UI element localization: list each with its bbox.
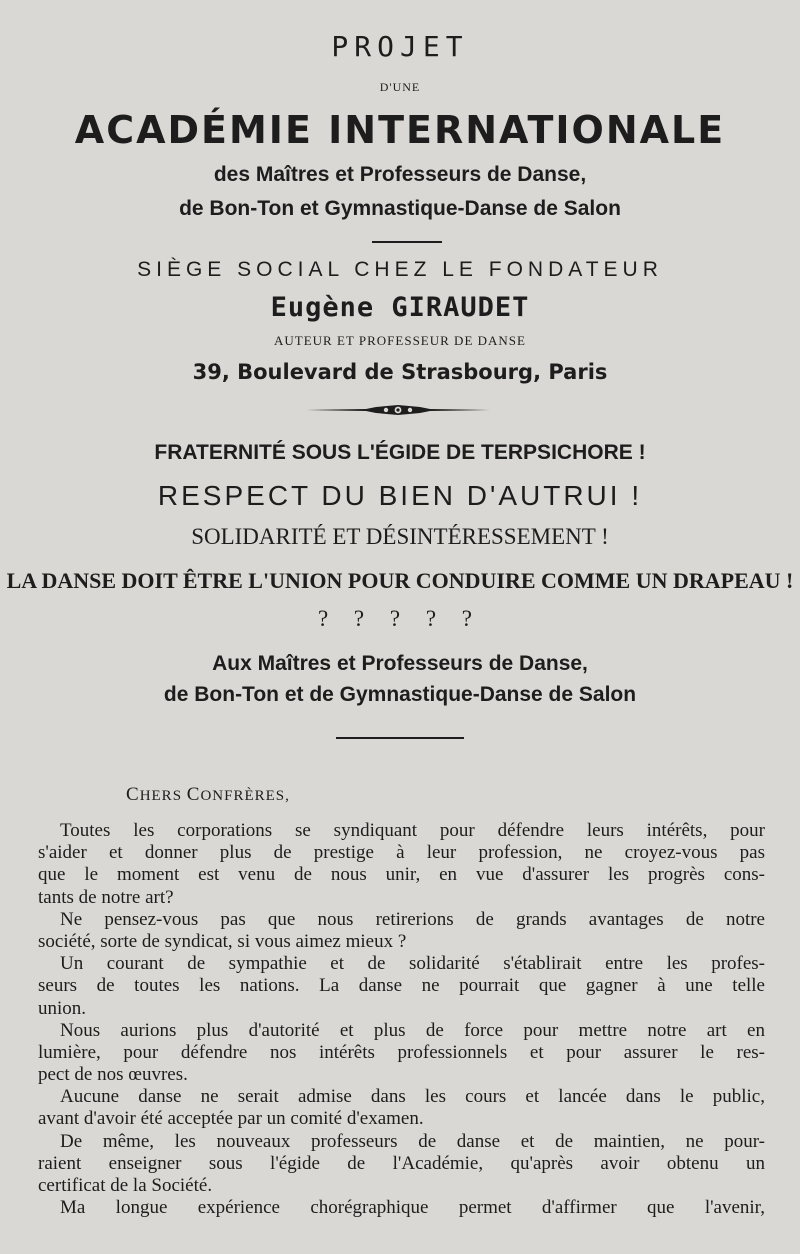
letter-line: raient enseigner sous l'égide de l'Académie, qu'après avoir obtenu un: [38, 1152, 765, 1174]
letter-line: De même, les nouveaux professeurs de danse et de maintien, ne pour-: [60, 1130, 765, 1152]
subtitle-line-2: de Bon-Ton et Gymnastique-Danse de Salon: [179, 197, 621, 220]
salutation-initial-2: C: [186, 784, 201, 805]
letter-body: [38, 820, 765, 1219]
salutation: [126, 784, 290, 806]
founder-name: Eugène GIRAUDET: [270, 292, 530, 323]
letter-line: société, sorte de syndicat, si vous aimez mieux ?: [38, 930, 407, 952]
letter-line: avant d'avoir été acceptée par un comité d'examen.: [38, 1108, 424, 1130]
letter-line: seurs de toutes les nations. La danse ne pourrait que gagner à une telle: [38, 975, 765, 997]
address-to-line-2: de Bon-Ton et de Gymnastique-Danse de Salon: [163, 683, 637, 706]
motto-solidarite: SOLIDARITÉ ET DÉSINTÉRESSEMENT !: [191, 524, 609, 549]
motto-respect: RESPECT DU BIEN D'AUTRUI !: [157, 480, 643, 511]
divider-rule-2: [336, 737, 464, 739]
letter-line: que le moment est venu de nous unir, en vue d'assurer les progrès cons-: [38, 864, 765, 886]
letter-line: Toutes les corporations se syndiquant pour défendre leurs intérêts, pour: [60, 820, 765, 841]
letter-line: tants de notre art?: [38, 886, 174, 908]
salutation-initial-1: C: [126, 784, 140, 805]
letter-line: Ma longue expérience chorégraphique permet d'affirmer que l'avenir,: [60, 1197, 765, 1219]
salutation-rest-2: ONFRÈRES,: [200, 788, 290, 804]
salutation-rest-1: HERS: [139, 788, 187, 804]
founder-title: AUTEUR ET PROFESSEUR DE DANSE: [274, 333, 526, 348]
letter-line: Aucune danse ne serait admise dans les cours et lancée dans le public,: [60, 1086, 765, 1108]
motto-fraternite: FRATERNITÉ SOUS L'ÉGIDE DE TERPSICHORE !: [154, 441, 646, 464]
letter-line: union.: [38, 997, 87, 1019]
letter-line: Ne pensez-vous pas que nous retirerions de grands avantages de notre: [60, 908, 765, 930]
letter-line: pect de nos œuvres.: [38, 1064, 188, 1086]
heading-projet: PROJET: [331, 30, 469, 63]
divider-rule-1: [372, 241, 442, 243]
heading-academie: ACADÉMIE INTERNATIONALE: [74, 108, 726, 152]
ornament-divider: [306, 404, 490, 416]
letter-line: lumière, pour défendre nos intérêts professionnels et pour assurer le res-: [38, 1041, 765, 1063]
siege-social-line: SIÈGE SOCIAL CHEZ LE FONDATEUR: [137, 258, 663, 281]
motto-danse-union: LA DANSE DOIT ÊTRE L'UNION POUR CONDUIRE COMME UN DRAPEAU !: [6, 568, 794, 593]
letter-line: Un courant de sympathie et de solidarité s'établirait entre les profes-: [60, 953, 765, 975]
question-marks: ? ? ? ? ?: [317, 606, 483, 631]
letter-line: Nous aurions plus d'autorité et plus de force pour mettre notre art en: [60, 1019, 765, 1041]
letter-line: s'aider et donner plus de prestige à leur profession, ne croyez-vous pas: [38, 842, 765, 864]
founder-address: 39, Boulevard de Strasbourg, Paris: [192, 360, 608, 384]
subtitle-line-1: des Maîtres et Professeurs de Danse,: [213, 163, 587, 186]
address-to-line-1: Aux Maîtres et Professeurs de Danse,: [212, 652, 588, 675]
heading-d-une: D'UNE: [379, 80, 421, 94]
letter-line: certificat de la Société.: [38, 1175, 213, 1196]
